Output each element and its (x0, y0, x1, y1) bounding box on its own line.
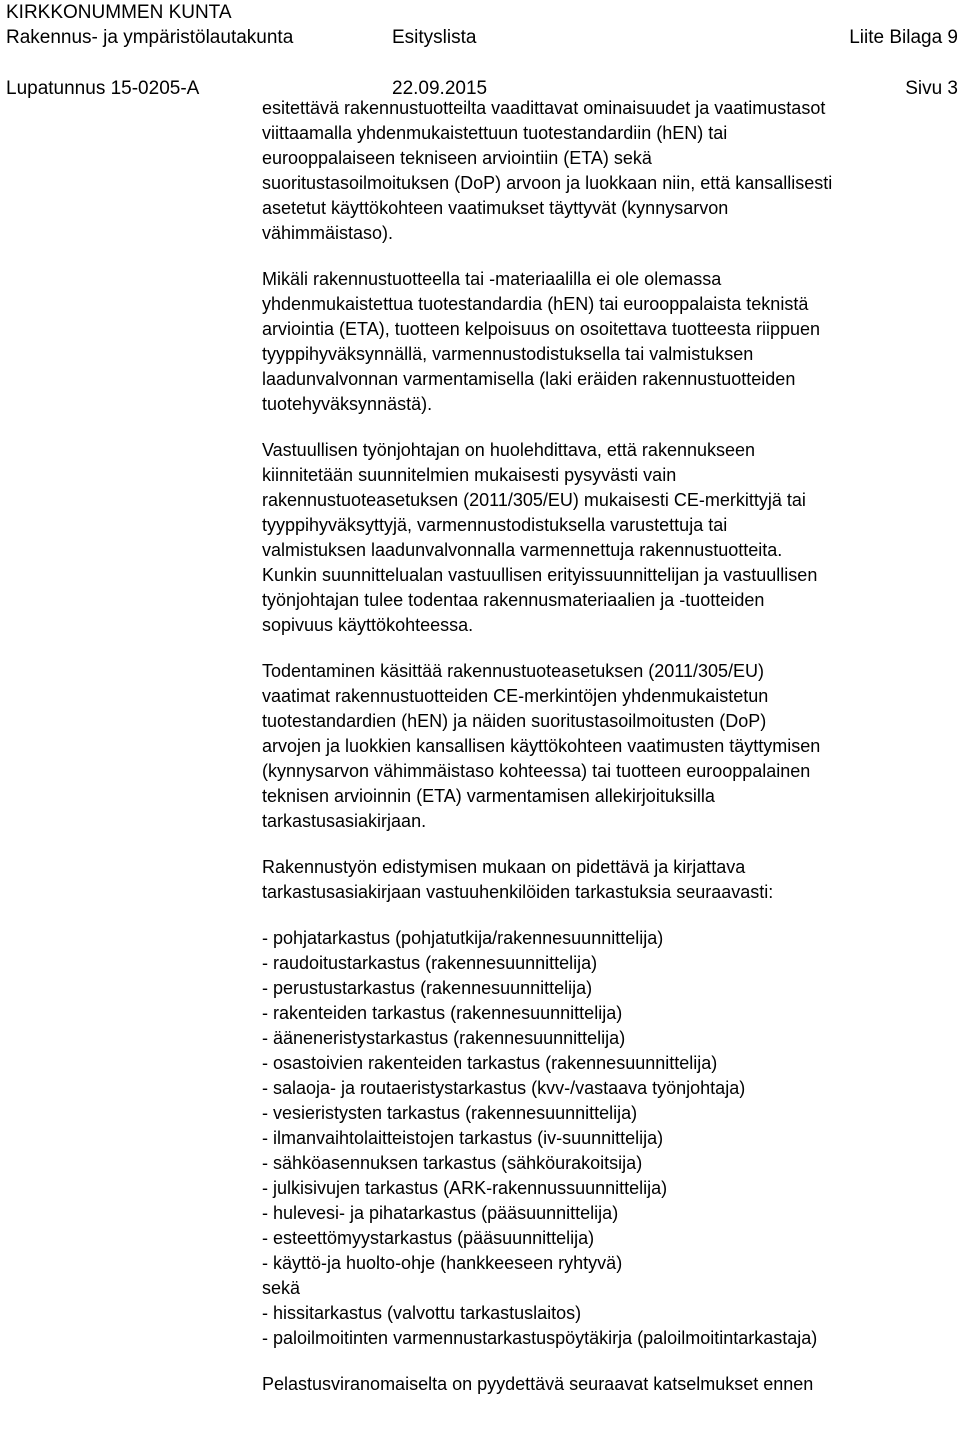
paragraph-product-approval: Mikäli rakennustuotteella tai -materiaalilla ei ole olemassa yhdenmukaistettua tuotestandardia (hEN) tai eurooppalaista teknistä arviointia (ETA), tuotteen kelpoisuus on osoitettava tuotteesta riippuen tyyppihyväksynnällä, varmennustodistuksella tai valmistuksen laadunvalvonnan varmentamisella (laki eräiden rakennustuotteiden tuotehyväksynnästä). (262, 269, 820, 414)
list-item: - perustustarkastus (rakennesuunnittelija) (262, 978, 593, 998)
header-row-organization (6, 0, 958, 25)
list-item: - hulevesi- ja pihatarkastus (pääsuunnittelija) (262, 1203, 619, 1223)
list-item: - salaoja- ja routaeristystarkastus (kvv-/vastaava työnjohtaja) (262, 1078, 746, 1098)
paragraph-rescue-authority: Pelastusviranomaiselta on pyydettävä seuraavat katselmukset ennen (262, 1374, 814, 1394)
list-item: - vesieristysten tarkastus (rakennesuunnittelija) (262, 1103, 638, 1123)
list-item: - rakenteiden tarkastus (rakennesuunnittelija) (262, 1003, 623, 1023)
header-row-committee (6, 25, 958, 50)
organization-name: KIRKKONUMMEN KUNTA (6, 2, 232, 23)
paragraph-inspections-intro: Rakennustyön edistymisen mukaan on pidettävä ja kirjattava tarkastusasiakirjaan vastuuhenkilöiden tarkastuksia seuraavasti: (262, 857, 774, 902)
document-date: 22.09.2015 (392, 78, 488, 99)
paragraph-verification: Todentaminen käsittää rakennustuoteasetuksen (2011/305/EU) vaatimat rakennustuotteiden CE-merkintöjen yhdenmukaistetun tuotestandardien (hEN) ja näiden suoritustasoilmoitusten (DoP) arvojen ja luokkien kansallisen käyttökohteen vaatimusten täyttymisen (kynnysarvon vähimmäistaso kohteessa) tai tuotteen eurooppalainen teknisen arvioinnin (ETA) varmentamisen allekirjoituksilla tarkastusasiakirjaan. (262, 661, 821, 831)
list-item: - käyttö-ja huolto-ohje (hankkeeseen ryhtyvä) (262, 1253, 623, 1273)
page-number: Sivu 3 (905, 78, 958, 99)
document-type: Esityslista (392, 27, 477, 48)
page-header (6, 0, 958, 101)
list-item: - pohjatarkastus (pohjatutkija/rakennesuunnittelija) (262, 928, 664, 948)
list-item: - ääneneristystarkastus (rakennesuunnittelija) (262, 1028, 626, 1048)
list-item: - esteettömyystarkastus (pääsuunnittelija) (262, 1228, 595, 1248)
list-item: - sähköasennuksen tarkastus (sähköurakoitsija) (262, 1153, 643, 1173)
list-item: - raudoitustarkastus (rakennesuunnittelija) (262, 953, 598, 973)
paragraph-supervisor-duty: Vastuullisen työnjohtajan on huolehdittava, että rakennukseen kiinnitetään suunnitelmien mukaisesti pysyvästi vain rakennustuoteasetuksen (2011/305/EU) mukaisesti CE-merkittyjä tai tyyppihyväksyttyjä, varmennustodistuksella varustettuja tai valmistuksen laadunvalvonnalla varmennettuja rakennustuotteita. Kunkin suunnittelualan vastuullisen erityissuunnittelijan ja vastuullisen työnjohtajan tulee todentaa rakennusmateriaalien ja -tuotteiden sopivuus käyttökohteessa. (262, 440, 818, 635)
list-item: - ilmanvaihtolaitteistojen tarkastus (iv-suunnittelija) (262, 1128, 664, 1148)
inspection-list (262, 926, 952, 1351)
list-item: - osastoivien rakenteiden tarkastus (rakennesuunnittelija) (262, 1053, 718, 1073)
list-item: - paloilmoitinten varmennustarkastuspöytäkirja (paloilmoitintarkastaja) (262, 1328, 818, 1348)
committee-name: Rakennus- ja ympäristölautakunta (6, 27, 294, 48)
attachment-label: Liite Bilaga 9 (849, 27, 958, 48)
permit-id: Lupatunnus 15-0205-A (6, 78, 200, 99)
list-item: - hissitarkastus (valvottu tarkastuslaitos) (262, 1303, 582, 1323)
list-item: - julkisivujen tarkastus (ARK-rakennussuunnittelija) (262, 1178, 668, 1198)
document-body (262, 96, 952, 1397)
list-item: sekä (262, 1278, 301, 1298)
paragraph-requirements: esitettävä rakennustuotteilta vaadittavat ominaisuudet ja vaatimustasot viittaamalla yhdenmukaistettuun tuotestandardiin (hEN) tai eurooppalaiseen tekniseen arviointiin (ETA) sekä suoritustasoilmoituksen (DoP) arvoon ja luokkaan niin, että kansallisesti asetetut käyttökohteen vaatimukset täyttyvät (kynnysarvon vähimmäistaso). (262, 98, 833, 243)
